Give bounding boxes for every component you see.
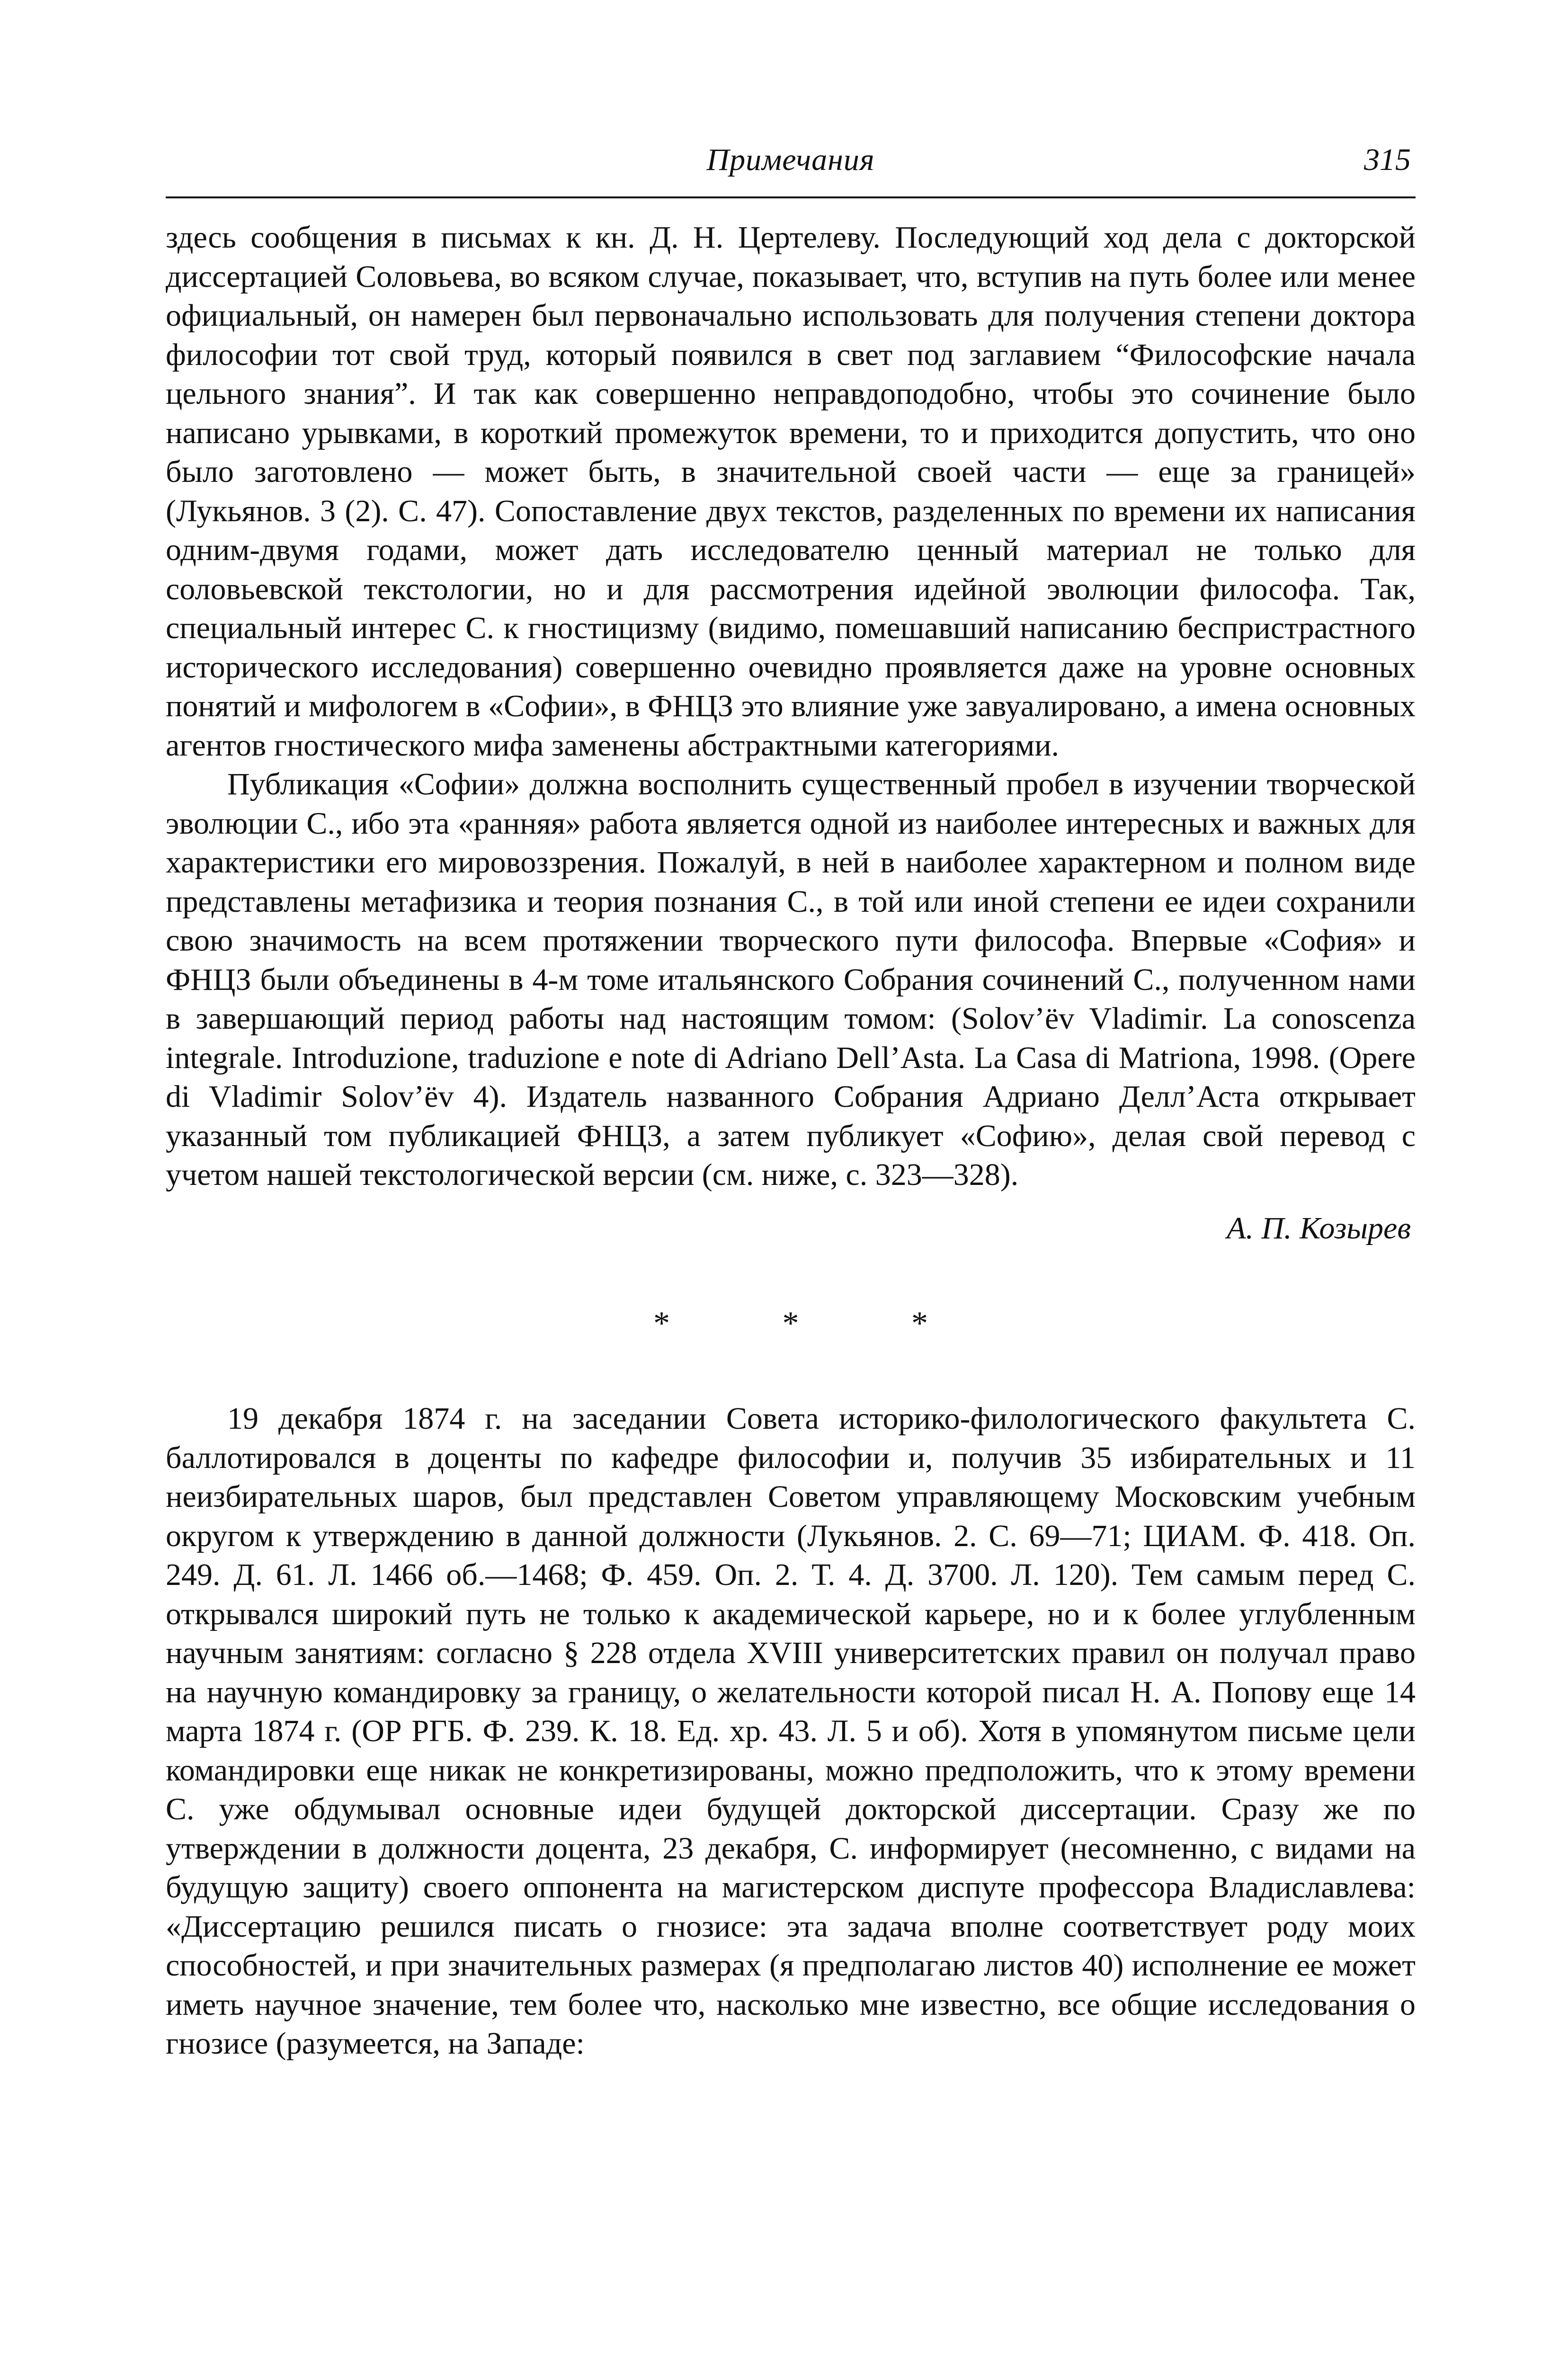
paragraph-december-1874: 19 декабря 1874 г. на заседании Совета историко-филологического факультета С. баллотировался в доценты по кафедре философии и, получив 35 избирательных и 11 неизбирательных шаров, был представлен Советом управляющему Московским учебным округом к утверждению в данной должности (Лукьянов. 2. С. 69—71; ЦИАМ. Ф. 418. Оп. 249. Д. 61. Л. 1466 об.—1468; Ф. 459. Оп. 2. Т. 4. Д. 3700. Л. 120). Тем самым перед С. открывался широкий путь не только к академической карьере, но и к более углубленным научным занятиям: согласно § 228 отдела XVIII университетских правил он получал право на научную командировку за границу, о желательности которой писал Н. А. Попову еще 14 марта 1874 г. (ОР РГБ. Ф. 239. К. 18. Ед. хр. 43. Л. 5 и об). Хотя в упомянутом письме цели командировки еще никак не конкретизированы, можно предположить, что к этому времени С. уже обдумывал основные идеи будущей докторской диссертации. Сразу же по утверждении в должности доцента, 23 декабря, С. информирует (несомненно, с видами на будущую защиту) своего оппонента на магистерском диспуте профессора Владиславлева: «Диссертацию решился писать о гнозисе: эта задача вполне соответствует роду моих способностей, и при значительных размерах (я предполагаю листов 40) исполнение ее может иметь научное значение, тем более что, насколько мне известно, все общие исследования о гнозисе (разумеется, на Западе:	[166, 1401, 1416, 2061]
page-number: 315	[1364, 142, 1411, 177]
body-text	[166, 218, 1416, 1195]
author-signature: А. П. Козырев	[1227, 1210, 1411, 1246]
book-page	[166, 133, 1416, 2358]
body-text-lower	[166, 1399, 1416, 2064]
paragraph-continuation: здесь сообщения в письмах к кн. Д. Н. Цертелеву. Последующий ход дела с докторской диссертацией Соловьева, во всяком случае, показывает, что, вступив на путь более или менее официальный, он намерен был первоначально использовать для получения степени доктора философии тот свой труд, который появился в свет под заглавием “Философские начала цельного знания”. И так как совершенно неправдоподобно, чтобы это сочинение было написано урывками, в короткий промежуток времени, то и приходится допустить, что оно было заготовлено — может быть, в значительной своей части — еще за границей» (Лукьянов. 3 (2). С. 47). Сопоставление двух текстов, разделенных по времени их написания одним-двумя годами, может дать исследователю ценный материал не только для соловьевской текстологии, но и для рассмотрения идейной эволюции философа. Так, специальный интерес С. к гностицизму (видимо, помешавший написанию беспристрастного исторического исследования) совершенно очевидно проявляется даже на уровне основных понятий и мифологем в «Софии», в ФНЦЗ это влияние уже завуалировано, а имена основных агентов гностического мифа заменены абстрактными категориями.	[166, 220, 1416, 763]
running-head	[166, 133, 1416, 198]
section-separator: * * *	[653, 1305, 980, 1342]
running-title: Примечания	[706, 142, 875, 177]
paragraph-publication: Публикация «Софии» должна восполнить существенный пробел в изучении творческой эволюции С., ибо эта «ранняя» работа является одной из наиболее интересных и важных для характеристики его мировоззрения. Пожалуй, в ней в наиболее характерном и полном виде представлены метафизика и теория познания С., в той или иной степени ее идеи сохранили свою значимость на всем протяжении творческого пути философа. Впервые «София» и ФНЦЗ были объединены в 4-м томе итальянского Собрания сочинений С., полученном нами в завершающий период работы над настоящим томом: (Solov’ëv Vladimir. La conoscenza integrale. Introduzione, traduzione e note di Adriano Dell’Asta. La Casa di Matriona, 1998. (Opere di Vladimir Solov’ëv 4). Издатель названного Собрания Адриано Делл’Аста открывает указанный том публикацией ФНЦЗ, а затем публикует «Софию», делая свой перевод с учетом нашей текстологической версии (см. ниже, с. 323—328).	[166, 767, 1416, 1192]
